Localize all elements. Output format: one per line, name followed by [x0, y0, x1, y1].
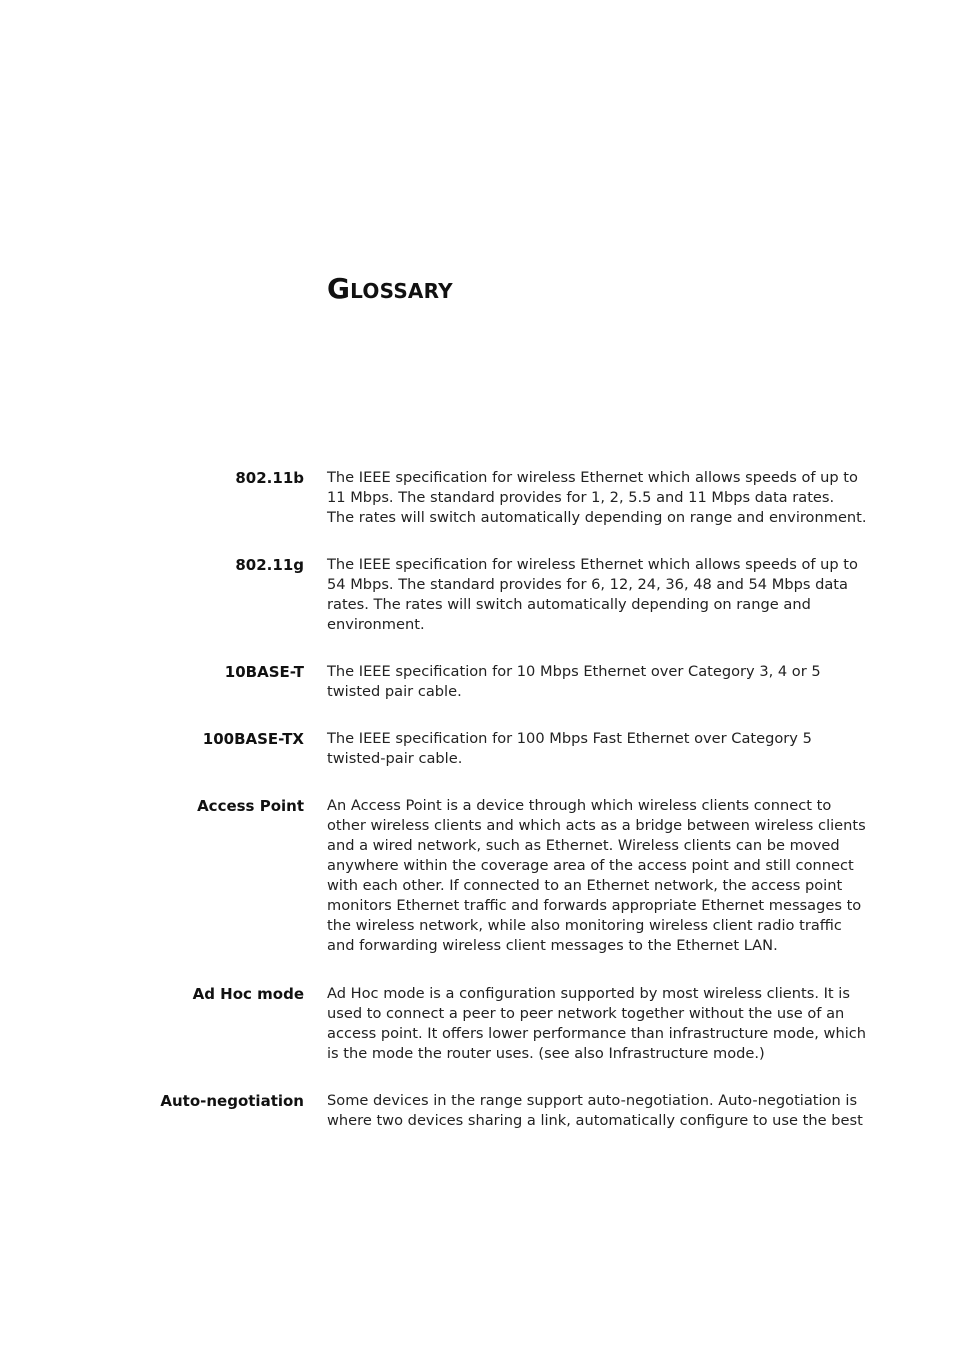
glossary-term: Ad Hoc mode: [192, 985, 304, 1003]
glossary-definition: [327, 984, 867, 1064]
definition-line: where two devices sharing a link, automatically configure to use the best: [327, 1112, 863, 1129]
definition-line: twisted pair cable.: [327, 683, 462, 700]
glossary-entry-access-point: [0, 796, 954, 956]
definition-line: 54 Mbps. The standard provides for 6, 12, 24, 36, 48 and 54 Mbps data: [327, 576, 848, 593]
definition-line: The IEEE specification for wireless Ethernet which allows speeds of up to: [327, 469, 858, 486]
definition-line: environment.: [327, 616, 425, 633]
definition-line: used to connect a peer to peer network together without the use of an: [327, 1005, 845, 1022]
definition-line: The IEEE specification for 100 Mbps Fast Ethernet over Category 5: [327, 730, 812, 747]
glossary-entry-auto-negotiation: [0, 1091, 954, 1131]
glossary-definition: [327, 1091, 863, 1131]
glossary-definition: [327, 796, 866, 956]
definition-line: An Access Point is a device through which wireless clients connect to: [327, 797, 832, 814]
glossary-term: 100BASE-TX: [202, 730, 304, 748]
glossary-entry-10base-t: [0, 662, 954, 702]
definition-line: the wireless network, while also monitoring wireless client radio traffic: [327, 917, 842, 934]
glossary-term: Access Point: [197, 797, 304, 815]
glossary-list: [0, 468, 954, 1131]
glossary-entry-802-11b: [0, 468, 954, 528]
definition-line: Some devices in the range support auto-negotiation. Auto-negotiation is: [327, 1092, 858, 1109]
glossary-definition: [327, 729, 857, 769]
glossary-entry-802-11g: [0, 555, 954, 635]
definition-line: The rates will switch automatically depending on range and environment.: [327, 509, 867, 526]
definition-line: Ad Hoc mode is a configuration supported by most wireless clients. It is: [327, 985, 850, 1002]
definition-line: The IEEE specification for 10 Mbps Ethernet over Category 3, 4 or 5: [327, 663, 821, 680]
definition-line: The IEEE specification for wireless Ethernet which allows speeds of up to: [327, 556, 858, 573]
glossary-definition: [327, 468, 867, 528]
glossary-term: 10BASE-T: [224, 663, 304, 681]
glossary-entry-100base-tx: [0, 729, 954, 769]
glossary-term: 802.11b: [235, 469, 304, 487]
definition-line: twisted-pair cable.: [327, 750, 463, 767]
page-title: Glossary: [327, 272, 453, 305]
definition-line: 11 Mbps. The standard provides for 1, 2, 5.5 and 11 Mbps data rates.: [327, 489, 835, 506]
glossary-definition: [327, 555, 857, 635]
definition-line: with each other. If connected to an Ethernet network, the access point: [327, 877, 843, 894]
definition-line: is the mode the router uses. (see also Infrastructure mode.): [327, 1045, 765, 1062]
definition-line: monitors Ethernet traffic and forwards appropriate Ethernet messages to: [327, 897, 862, 914]
glossary-entry-ad-hoc-mode: [0, 984, 954, 1064]
definition-line: and a wired network, such as Ethernet. Wireless clients can be moved: [327, 837, 840, 854]
glossary-definition: [327, 662, 857, 702]
definition-line: anywhere within the coverage area of the access point and still connect: [327, 857, 854, 874]
glossary-term: 802.11g: [235, 556, 304, 574]
definition-line: rates. The rates will switch automatically depending on range and: [327, 596, 811, 613]
definition-line: and forwarding wireless client messages to the Ethernet LAN.: [327, 937, 778, 954]
definition-line: access point. It offers lower performance than infrastructure mode, which: [327, 1025, 867, 1042]
definition-line: other wireless clients and which acts as a bridge between wireless clients: [327, 817, 866, 834]
glossary-term: Auto-negotiation: [160, 1092, 304, 1110]
